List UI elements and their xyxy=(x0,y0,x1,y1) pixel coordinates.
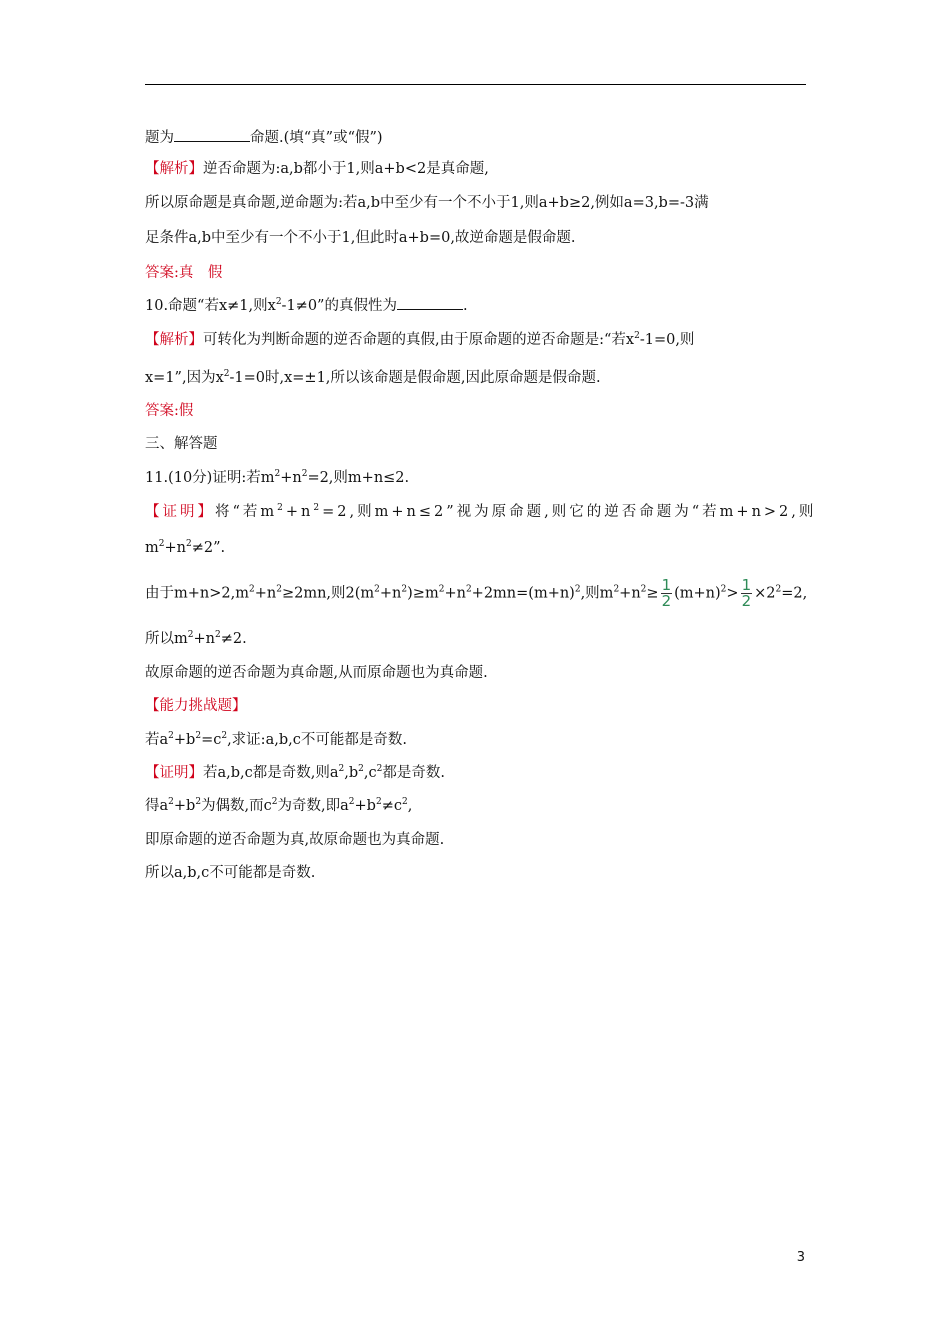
text: +n xyxy=(193,631,215,647)
text: =2,则m+n≤2. xyxy=(307,470,410,486)
superscript: 2 xyxy=(275,297,282,307)
text: 由于m+n>2,m xyxy=(145,585,249,602)
superscript: 2 xyxy=(720,584,727,595)
text: =2,则m+n≤2”视为原命题,则它的逆否命题为“若m+n>2,则 xyxy=(322,504,817,520)
text: 若a,b,c都是奇数,则a xyxy=(203,765,339,781)
line-q9-analysis xyxy=(145,159,489,179)
analysis-tag: 【解析】 xyxy=(145,161,203,177)
text: +n xyxy=(444,585,466,602)
text: ×2 xyxy=(754,585,776,602)
line-q9-end xyxy=(145,128,383,148)
text: 将“若m xyxy=(215,504,278,520)
superscript: 2 xyxy=(158,539,165,549)
text: +b xyxy=(173,798,196,814)
text: +n xyxy=(619,585,641,602)
line-q10 xyxy=(145,296,468,316)
challenge-heading xyxy=(145,696,247,716)
answer-blank xyxy=(174,129,250,142)
page-number: 3 xyxy=(796,1250,805,1265)
challenge-tag: 【能力挑战题】 xyxy=(145,698,247,714)
text: 所以原命题是真命题,逆命题为:若a,b中至少有一个不小于1,则a+b≥2,例如a=3,b=-3满 xyxy=(145,195,709,211)
superscript: 2 xyxy=(168,731,174,741)
superscript: 2 xyxy=(640,584,647,595)
line-q11-proof xyxy=(145,502,816,522)
text: 10.命题“若x≠1,则x xyxy=(145,298,276,314)
text: =2, xyxy=(781,585,808,602)
superscript: 2 xyxy=(375,797,382,807)
text: ,则m xyxy=(580,585,614,602)
answer-text: 答案:假 xyxy=(145,403,194,419)
text: m xyxy=(145,540,159,556)
text: ,求证:a,b,c不可能都是奇数. xyxy=(227,732,407,748)
text: (m+n) xyxy=(674,585,721,602)
fraction-numerator: 1 xyxy=(741,576,752,594)
line-q11 xyxy=(145,468,409,488)
line-q11-proof-3 xyxy=(145,578,807,609)
text: ≠c xyxy=(381,798,402,814)
proof-tag: 【证明】 xyxy=(145,504,215,520)
text: +n xyxy=(254,585,277,602)
line-q9-answer xyxy=(145,263,222,283)
text: ≠2”. xyxy=(191,540,226,556)
superscript: 2 xyxy=(274,469,281,479)
text: +n xyxy=(280,470,302,486)
superscript: 2 xyxy=(374,584,380,595)
text: +n xyxy=(379,585,402,602)
line-q10-analysis-2 xyxy=(145,368,601,388)
superscript: 2 xyxy=(313,503,323,513)
answer-text: 答案:真 假 xyxy=(145,265,223,281)
text: ≥ xyxy=(646,585,659,602)
superscript: 2 xyxy=(401,797,408,807)
text: 题为 xyxy=(145,130,174,146)
line-q10-analysis xyxy=(145,330,694,350)
text: 都是奇数. xyxy=(382,765,445,781)
superscript: 2 xyxy=(348,797,355,807)
superscript: 2 xyxy=(358,764,364,774)
line-q11-proof-4 xyxy=(145,629,247,649)
superscript: 2 xyxy=(401,584,408,595)
text: -1≠0”的真假性为 xyxy=(281,298,397,314)
text: =c xyxy=(201,732,222,748)
text: ,b xyxy=(344,765,359,781)
superscript: 2 xyxy=(301,469,308,479)
text: +n xyxy=(285,504,314,520)
header-rule xyxy=(145,84,806,85)
text: 故原命题的逆否命题为真命题,从而原命题也为真命题. xyxy=(145,665,488,681)
superscript: 2 xyxy=(613,584,620,595)
answer-blank xyxy=(397,297,463,310)
text: 可转化为判断命题的逆否命题的真假,由于原命题的逆否命题是:“若x xyxy=(203,332,635,348)
text: 若a xyxy=(145,732,169,748)
line-q10-answer xyxy=(145,401,193,421)
superscript: 2 xyxy=(195,797,202,807)
superscript: 2 xyxy=(271,797,278,807)
line-q11-proof-2 xyxy=(145,538,225,558)
line-challenge xyxy=(145,730,407,750)
superscript: 2 xyxy=(195,731,202,741)
superscript: 2 xyxy=(438,584,445,595)
line-challenge-proof xyxy=(145,763,445,783)
fraction-numerator: 1 xyxy=(661,576,672,594)
superscript: 2 xyxy=(338,764,345,774)
text: 逆否命题为:a,b都小于1,则a+b<2是真命题, xyxy=(203,161,489,177)
fraction-denominator: 2 xyxy=(661,592,672,610)
superscript: 2 xyxy=(168,797,174,807)
text: > xyxy=(726,585,739,602)
text: 为奇数,即a xyxy=(277,798,349,814)
text: 命题.(填“真”或“假”) xyxy=(250,130,383,146)
superscript: 2 xyxy=(775,584,782,595)
superscript: 2 xyxy=(221,731,228,741)
fraction-half xyxy=(661,578,673,609)
line-challenge-proof-3 xyxy=(145,830,444,850)
text: )≥m xyxy=(407,585,439,602)
superscript: 2 xyxy=(376,764,383,774)
text: +b xyxy=(354,798,376,814)
text: 足条件a,b中至少有一个不小于1,但此时a+b=0,故逆命题是假命题. xyxy=(145,230,576,246)
line-challenge-proof-2 xyxy=(145,796,412,816)
text: 三、解答题 xyxy=(145,436,218,452)
text: 所以m xyxy=(145,631,188,647)
superscript: 2 xyxy=(185,539,192,549)
line-q9-analysis-3 xyxy=(145,228,576,248)
proof-tag: 【证明】 xyxy=(145,765,203,781)
text: 11.(10分)证明:若m xyxy=(145,470,275,486)
text: 即原命题的逆否命题为真,故原命题也为真命题. xyxy=(145,832,445,848)
superscript: 2 xyxy=(187,630,194,640)
text: +2mn=(m+n) xyxy=(471,585,575,602)
superscript: 2 xyxy=(574,584,581,595)
text: +b xyxy=(173,732,196,748)
line-q9-analysis-2 xyxy=(145,193,709,213)
fraction-half xyxy=(741,578,753,609)
text: x=1”,因为x xyxy=(145,370,224,386)
superscript: 2 xyxy=(223,369,230,379)
text: 得a xyxy=(145,798,169,814)
text: 所以a,b,c不可能都是奇数. xyxy=(145,865,316,881)
analysis-tag: 【解析】 xyxy=(145,332,203,348)
superscript: 2 xyxy=(465,584,472,595)
fraction-denominator: 2 xyxy=(741,592,752,610)
line-q11-proof-5 xyxy=(145,663,488,683)
text: -1=0,则 xyxy=(639,332,695,348)
text: ≥2mn,则2(m xyxy=(281,585,375,602)
text: ,c xyxy=(363,765,377,781)
text: 为偶数,而c xyxy=(201,798,272,814)
superscript: 2 xyxy=(248,584,255,595)
line-challenge-proof-4 xyxy=(145,863,315,883)
superscript: 2 xyxy=(214,630,221,640)
superscript: 2 xyxy=(634,331,640,341)
superscript: 2 xyxy=(277,503,286,513)
superscript: 2 xyxy=(276,584,282,595)
text: -1=0时,x=±1,所以该命题是假命题,因此原命题是假命题. xyxy=(229,370,601,386)
text: , xyxy=(407,798,413,814)
text: +n xyxy=(164,540,186,556)
text: . xyxy=(462,298,468,314)
text: ≠2. xyxy=(220,631,247,647)
section-heading xyxy=(145,434,218,454)
